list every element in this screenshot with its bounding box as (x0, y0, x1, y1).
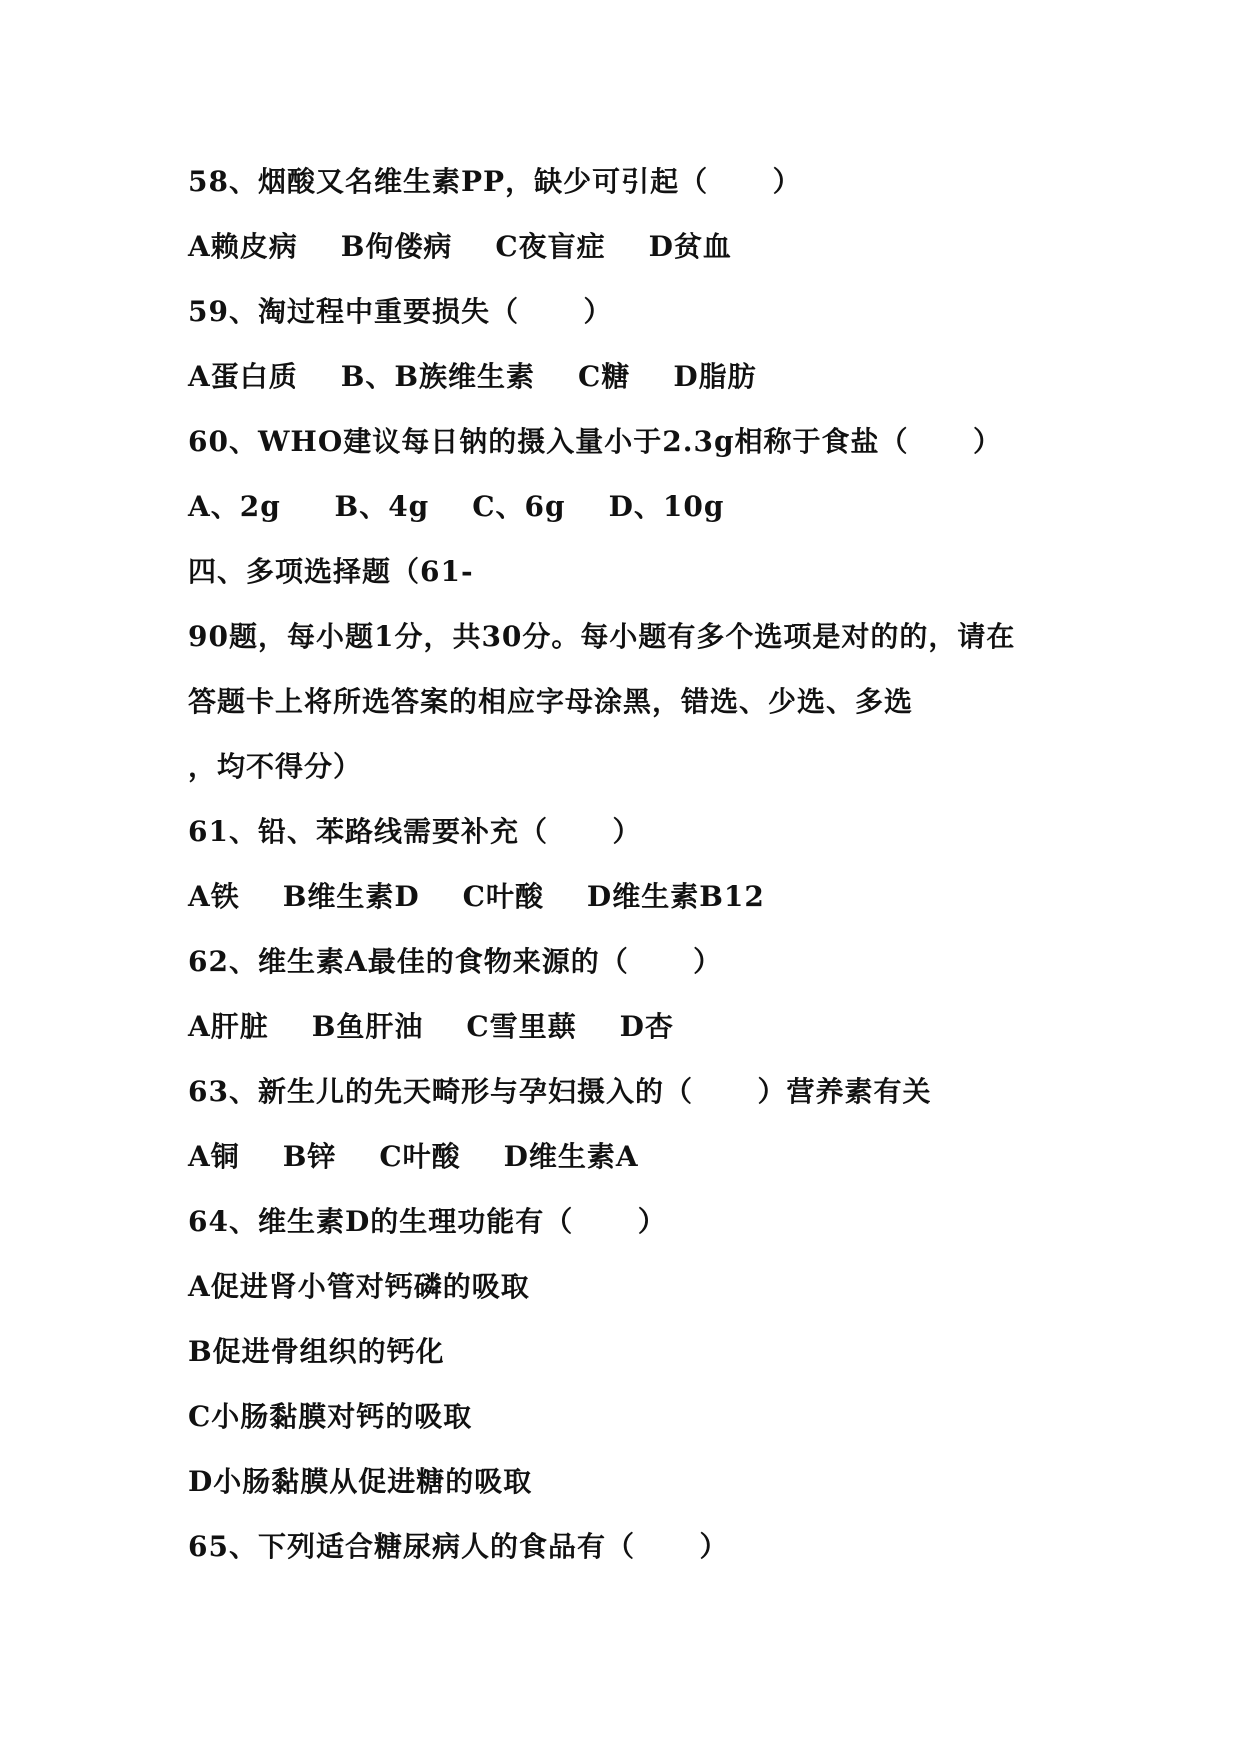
section-instructions-2: 答题卡上将所选答案的相应字母涂黑，错选、少选、多选 (188, 685, 914, 718)
question-60-options: A、2g B、4g C、6g D、10g (188, 490, 725, 523)
question-64: 64、维生素D的生理功能有（ ） (188, 1205, 667, 1238)
section-heading: 四、多项选择题（61- (188, 555, 474, 588)
question-62-options: A肝脏 B鱼肝油 C雪里蕻 D杏 (188, 1010, 674, 1043)
question-61-options: A铁 B维生素D C叶酸 D维生素B12 (188, 880, 765, 913)
section-instructions-3: ，均不得分） (188, 750, 363, 783)
question-64-option-d: D小肠黏膜从促进糖的吸取 (188, 1465, 533, 1498)
question-list (188, 158, 1088, 1588)
question-60: 60、WHO建议每日钠的摄入量小于2.3g相称于食盐（ ） (188, 425, 1003, 458)
question-59: 59、淘过程中重要损失（ ） (188, 295, 613, 328)
question-64-option-b: B促进骨组织的钙化 (188, 1335, 445, 1368)
question-59-options: A蛋白质 B、B族维生素 C糖 D脂肪 (188, 360, 757, 393)
question-61: 61、铅、苯路线需要补充（ ） (188, 815, 642, 848)
question-64-option-a: A促进肾小管对钙磷的吸取 (188, 1270, 530, 1303)
question-65: 65、下列适合糖尿病人的食品有（ ） (188, 1530, 729, 1563)
question-62: 62、维生素A最佳的食物来源的（ ） (188, 945, 723, 978)
question-58: 58、烟酸又名维生素PP，缺少可引起（ ） (188, 165, 802, 198)
question-63: 63、新生儿的先天畸形与孕妇摄入的（ ）营养素有关 (188, 1075, 932, 1108)
section-instructions-1: 90题，每小题1分，共30分。每小题有多个选项是对的的，请在 (188, 620, 1016, 653)
question-64-option-c: C小肠黏膜对钙的吸取 (188, 1400, 473, 1433)
question-58-options: A赖皮病 B佝偻病 C夜盲症 D贫血 (188, 230, 732, 263)
question-63-options: A铜 B锌 C叶酸 D维生素A (188, 1140, 639, 1173)
